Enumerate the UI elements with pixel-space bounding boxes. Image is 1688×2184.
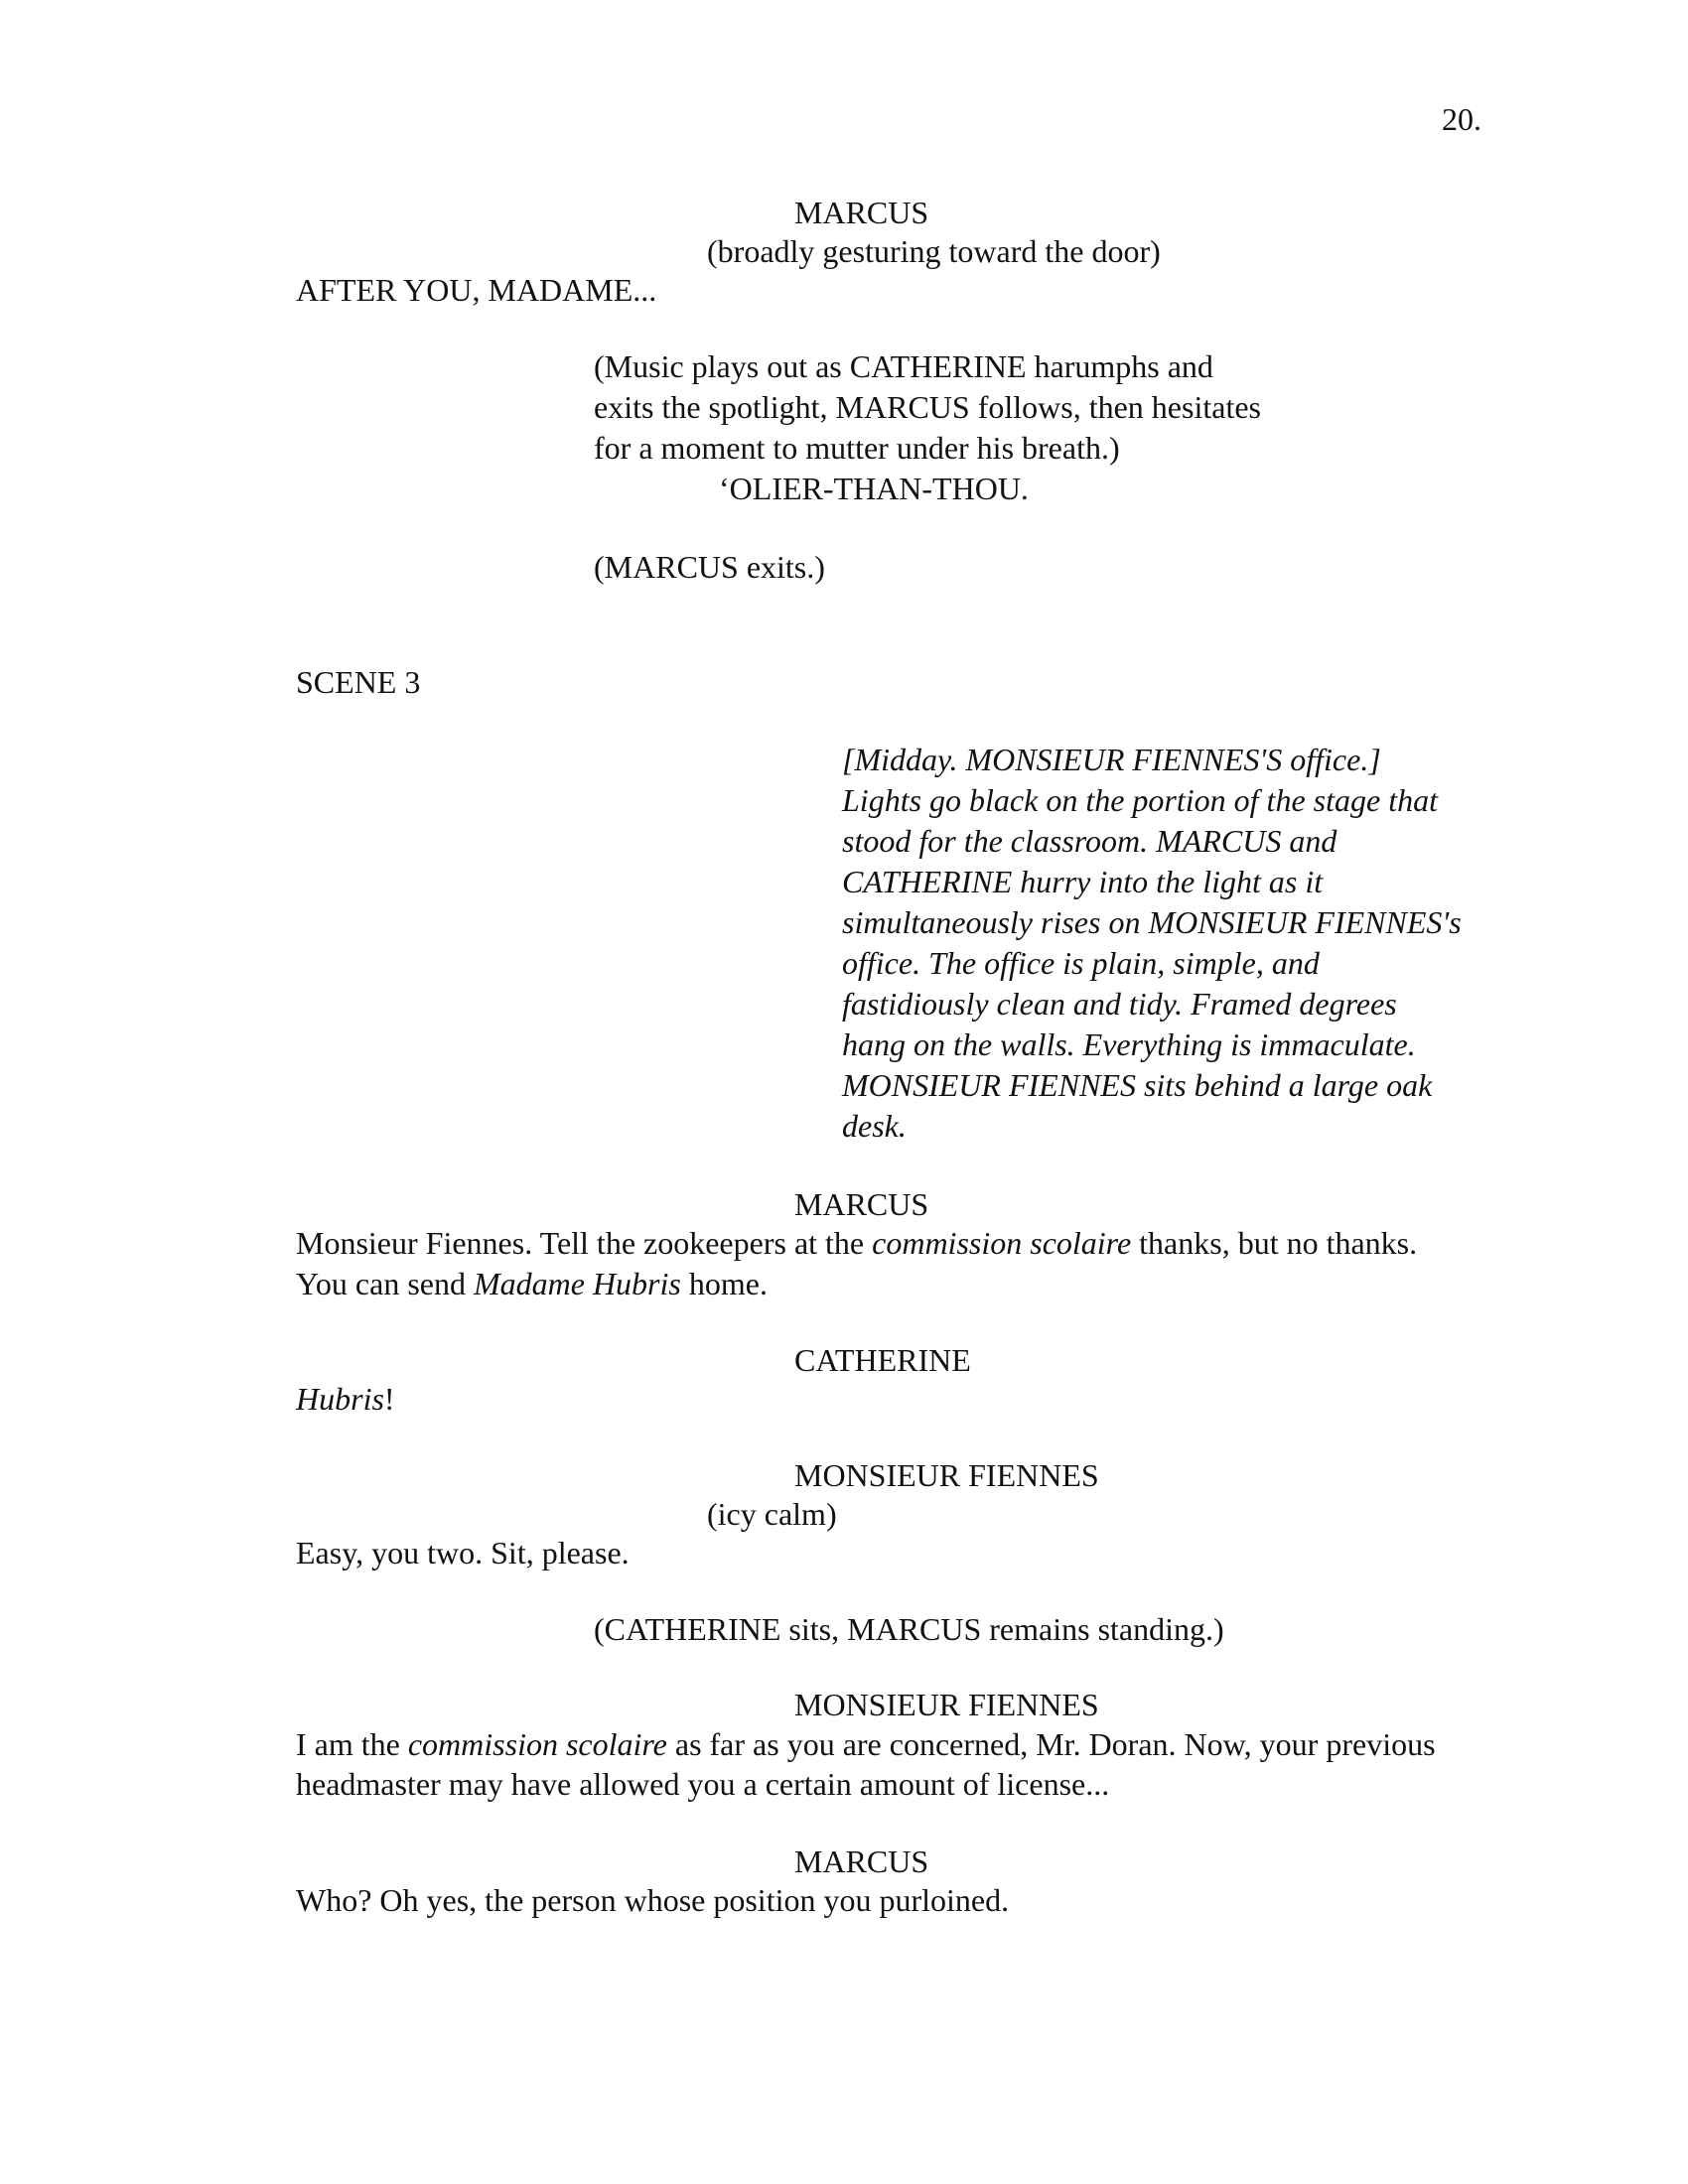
stage-description <box>842 740 1462 1147</box>
stage-description-line: simultaneously rises on MONSIEUR FIENNES's <box>842 904 1462 940</box>
character-name-marcus: MARCUS <box>794 195 929 230</box>
stage-description-line: Lights go black on the portion of the stage that <box>842 782 1438 818</box>
dialogue-text: Monsieur Fiennes. Tell the zookeepers at the <box>296 1225 873 1261</box>
dialogue-text: ! <box>383 1381 395 1417</box>
dialogue-emphasis: Hubris <box>296 1381 384 1417</box>
dialogue-line: headmaster may have allowed you a certain amount of license... <box>296 1766 1110 1802</box>
scene-heading: SCENE 3 <box>296 664 421 700</box>
stage-description-line: office. The office is plain, simple, and <box>842 945 1320 981</box>
dialogue-line <box>296 1724 1436 1765</box>
dialogue-text: I am the <box>296 1726 408 1762</box>
stage-description-line: CATHERINE hurry into the light as it <box>842 864 1324 899</box>
character-name-catherine: CATHERINE <box>794 1342 971 1378</box>
stage-description-line: stood for the classroom. MARCUS and <box>842 823 1337 859</box>
stage-description-line: [Midday. MONSIEUR FIENNES'S office.] <box>842 742 1381 777</box>
stage-description-line: hang on the walls. Everything is immaculate. <box>842 1026 1416 1062</box>
dialogue-line: AFTER YOU, MADAME... <box>296 272 657 308</box>
character-name-fiennes: MONSIEUR FIENNES <box>794 1457 1099 1493</box>
dialogue-text: home. <box>680 1266 768 1301</box>
character-name-marcus: MARCUS <box>794 1186 929 1222</box>
stage-description-line: fastidiously clean and tidy. Framed degrees <box>842 986 1397 1022</box>
dialogue-emphasis: Madame Hubris <box>473 1266 681 1301</box>
dialogue-text: as far as you are concerned, Mr. Doran. Now, your previous <box>666 1726 1436 1762</box>
dialogue-line <box>296 1379 395 1420</box>
stage-description-line: desk. <box>842 1108 907 1144</box>
stage-direction-line: for a moment to mutter under his breath.) <box>594 430 1120 466</box>
stage-direction <box>594 346 1261 469</box>
dialogue-emphasis: commission scolaire <box>407 1726 667 1762</box>
character-name-marcus: MARCUS <box>794 1843 929 1879</box>
dialogue-line <box>296 1264 768 1304</box>
dialogue-text: You can send <box>296 1266 474 1301</box>
character-name-fiennes: MONSIEUR FIENNES <box>794 1687 1099 1722</box>
dialogue-text: thanks, but no thanks. <box>1131 1225 1418 1261</box>
dialogue-emphasis: commission scolaire <box>872 1225 1132 1261</box>
stage-description-line: MONSIEUR FIENNES sits behind a large oak <box>842 1067 1433 1103</box>
dialogue-line <box>296 1223 1417 1264</box>
stage-direction-line: (Music plays out as CATHERINE harumphs and <box>594 348 1213 384</box>
muttered-aside: ‘OLIER-THAN-THOU. <box>719 471 1029 506</box>
page-number: 20. <box>1442 101 1481 137</box>
stage-direction: (MARCUS exits.) <box>594 549 825 585</box>
stage-direction: (CATHERINE sits, MARCUS remains standing.) <box>594 1611 1224 1647</box>
parenthetical: (broadly gesturing toward the door) <box>707 233 1161 269</box>
dialogue-line: Who? Oh yes, the person whose position you purloined. <box>296 1882 1010 1918</box>
dialogue-line: Easy, you two. Sit, please. <box>296 1535 630 1570</box>
stage-direction-line: exits the spotlight, MARCUS follows, then hesitates <box>594 389 1261 425</box>
parenthetical: (icy calm) <box>707 1496 837 1532</box>
